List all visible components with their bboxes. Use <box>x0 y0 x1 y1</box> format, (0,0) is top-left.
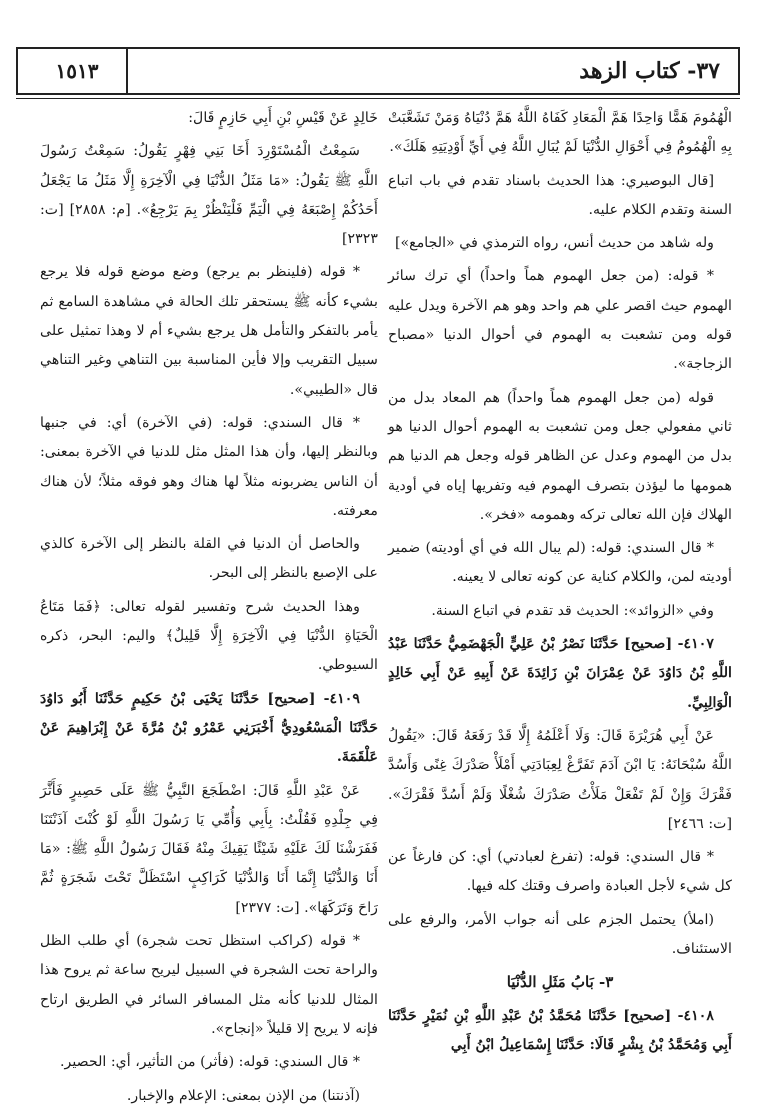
paragraph: سَمِعْتُ الْمُسْتَوْرِدَ أَخَا بَنِي فِهْرٍ يَقُولُ: سَمِعْتُ رَسُولَ اللَّهِ ﷺ يَقُولُ: «مَا مَثَلُ الدُّنْيَا فِي الْآخِرَةِ إِلَّا مَثَلُ مَا يَجْعَلُ أَحَدُكُمْ إِصْبَعَهُ فِي الْيَمِّ فَلْيَنْظُرْ بِمَ يَرْجِعُ». [م: ٢٨٥٨] [ت: ٢٣٢٣] <box>40 143 378 248</box>
paragraph: * قوله (كراكب استظل تحت شجرة) أي طلب الظل والراحة تحت الشجرة في السبيل ليريح ساعة ثم يروح هذا المثال للدنيا كأنه مثل المسافر السائر في الطريق ارتاح فإنه لا يريح إلا قليلاً «إنجاح». <box>40 933 378 1037</box>
paragraph: * قال السندي: قوله: (فأثر) من التأثير، أي: الحصير. <box>60 1054 360 1071</box>
paragraph: عَنْ أَبِي هُرَيْرَةَ قَالَ: وَلَا أَعْلَمُهُ إِلَّا قَدْ رَفَعَهُ قَالَ: «يَقُولُ اللَّهُ سُبْحَانَهُ: يَا ابْنَ آدَمَ تَفَرَّغْ لِعِبَادَتِي أَمْلَأْ صَدْرَكَ غِنًى وَأَسُدَّ فَقْرَكَ وَإِنْ لَمْ تَفْعَلْ مَلَأْتُ صَدْرَكَ شُغْلًا وَلَمْ أَسُدَّ فَقْرَكَ». [ت: ٢٤٦٦] <box>388 727 732 832</box>
paragraph: الْهُمُومَ هَمًّا وَاحِدًا هَمَّ الْمَعَادِ كَفَاهُ اللَّهُ هَمَّ دُنْيَاهُ وَمَنْ تَشَعَّبَتْ بِهِ الْهُمُومُ فِي أَحْوَالِ الدُّنْيَا لَمْ يُبَالِ اللَّهُ فِي أَيِّ أَوْدِيَتِهِ هَلَكَ». <box>388 110 732 156</box>
page-number: ١٥١٣ <box>28 49 128 93</box>
paragraph: (آذنتنا) من الإذن بمعنى: الإعلام والإخبار. <box>126 1087 360 1104</box>
paragraph: * قال السندي: قوله: (تفرغ لعبادتي) أي: كن فارغاً عن كل شيء لأجل العبادة واصرف وقتك كله فيها. <box>388 849 732 895</box>
paragraph: * قال السندي: قوله: (في الآخرة) أي: في جنبها وبالنظر إليها، وأن هذا المثل مثل للدنيا في الآخرة بمعنى: أن الناس يضربونه مثلاً لها هناك وهو فوقه مثلاً؛ لأن هناك معرفته. <box>40 414 378 519</box>
chapter-title: ٣٧- كتاب الزهد <box>579 58 720 84</box>
paragraph: وهذا الحديث شرح وتفسير لقوله تعالى: ﴿فَمَا مَتَاعُ الْحَيَاةِ الدُّنْيَا فِي الْآخِرَةِ إِلَّا قَلِيلٌ﴾ واليم: البحر، ذكره السيوطي. <box>40 598 378 674</box>
paragraph: وفي «الزوائد»: الحديث قد تقدم في اتباع السنة. <box>431 602 714 619</box>
paragraph: وله شاهد من حديث أنس، رواه الترمذي في «الجامع»] <box>394 235 714 252</box>
left-column <box>40 104 378 1115</box>
header-rule <box>16 98 740 99</box>
right-column <box>388 104 732 1064</box>
paragraph: [قال البوصيري: هذا الحديث باسناد تقدم في باب اتباع السنة وتقدم الكلام عليه. <box>388 172 732 218</box>
paragraph: (املأ) يحتمل الجزم على أنه جواب الأمر، والرفع على الاستئناف. <box>388 911 732 958</box>
hadith-paragraph: ٤١٠٧- [صحيح] حَدَّثَنَا نَصْرُ بْنُ عَلِيٍّ الْجَهْضَمِيُّ حَدَّثَنَا عَبْدُ اللَّهِ بْنُ دَاوُدَ عَنْ عِمْرَانَ بْنِ زَائِدَةَ عَنْ أَبِيهِ عَنْ أَبِي خَالِدٍ الْوَالِبِيِّ. <box>388 636 732 711</box>
paragraph: خَالِدٍ عَنْ قَيْسِ بْنِ أَبِي حَازِمٍ قَالَ: <box>188 110 378 126</box>
hadith-paragraph: ٤١٠٨- [صحيح] حَدَّثَنَا مُحَمَّدُ بْنُ عَبْدِ اللَّهِ بْنِ نُمَيْرٍ حَدَّثَنَا أَبِي وَمُحَمَّدُ بْنُ بِشْرٍ قَالَا: حَدَّثَنَا إِسْمَاعِيلُ ابْنُ أَبِي <box>388 1007 732 1053</box>
paragraph: عَنْ عَبْدِ اللَّهِ قَالَ: اضْطَجَعَ النَّبِيُّ ﷺ عَلَى حَصِيرٍ فَأَثَّرَ فِي جِلْدِهِ فَقُلْتُ: بِأَبِي وَأُمِّي يَا رَسُولَ اللَّهِ لَوْ كُنْتَ آذَنْتَنَا فَفَرَشْنَا لَكَ عَلَيْهِ شَيْئًا يَقِيكَ مِنْهُ فَقَالَ رَسُولُ اللَّهِ ﷺ: «مَا أَنَا وَالدُّنْيَا إِنَّمَا أَنَا وَالدُّنْيَا كَرَاكِبٍ اسْتَظَلَّ تَحْتَ شَجَرَةٍ ثُمَّ رَاحَ وَتَرَكَهَا». [ت: ٢٣٧٧] <box>40 782 378 916</box>
hadith-paragraph: ٤١٠٩- [صحيح] حَدَّثَنَا يَحْيَى بْنُ حَكِيمٍ حَدَّثَنَا أَبُو دَاوُدَ حَدَّثَنَا الْمَسْعُودِيُّ أَخْبَرَنِي عَمْرُو بْنُ مُرَّةَ عَنْ إِبْرَاهِيمَ عَنْ عَلْقَمَةَ. <box>40 690 378 766</box>
page-header <box>16 47 740 95</box>
paragraph: * قال السندي: قوله: (لم يبال الله في أي أوديته) ضمير أوديته لمن، والكلام كناية عن كونه تعالى لا يعينه. <box>388 540 732 586</box>
paragraph: قوله (من جعل الهموم هماً واحداً) هم المعاد بدل من ثاني مفعولي جعل ومن تشعبت به الهموم أحوال الدنيا هو بدل من الهموم وعدل عن الظاهر قوله وجعل هم الدنيا هم همومها ما ليؤذن بتصرف الهموم فيه وتفريها إياه في أودية الهلاك فإن الله تعالى تركه وهمومه «فخر». <box>388 389 732 523</box>
paragraph: * قوله (فلينظر بم يرجع) وضع موضع قوله فلا يرجع بشيء كأنه ﷺ يستحقر تلك الحالة في مشاهدة السامع ثم يأمر بالتفكر والتأمل هل يرجع بشيء أم لا وهذا تمثيل على سبيل التقريب وإلا فأين المناسبة بين التناهي وغير التناهي قال «الطيبي». <box>40 264 378 398</box>
section-heading: ٣- بَابُ مَثَلِ الدُّنْيَا <box>506 973 614 992</box>
paragraph: * قوله: (من جعل الهموم هماً واحداً) أي ترك سائر الهموم حيث اقصر علي هم واحد وهو هم الآخرة ويدل عليه قوله ومن تشعبت به الهموم في أحوال الدنيا «مصباح الزجاجة». <box>388 268 732 373</box>
paragraph: والحاصل أن الدنيا في القلة بالنظر إلى الآخرة كالذي على الإصبع بالنظر إلى البحر. <box>40 536 378 582</box>
